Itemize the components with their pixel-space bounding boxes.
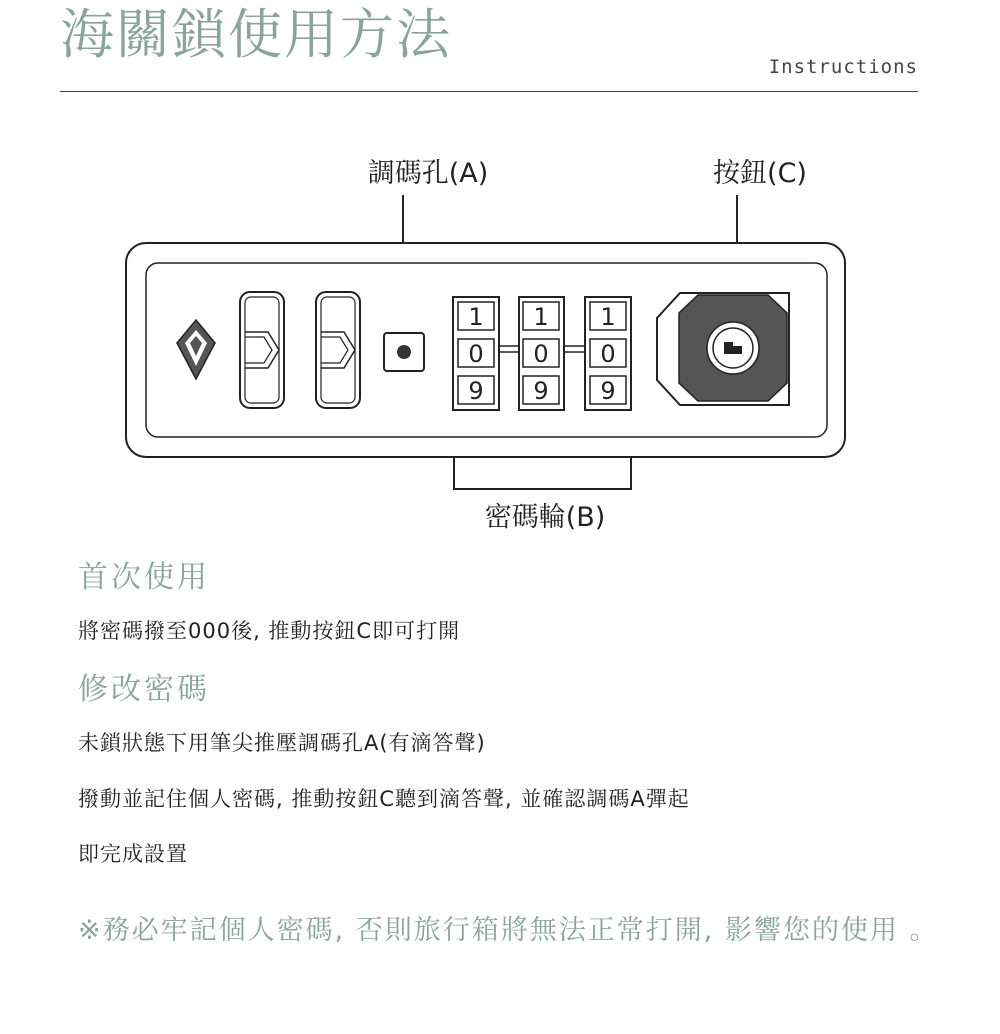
slider-left bbox=[240, 292, 284, 408]
label-adjust-hole: 調碼孔(A) bbox=[367, 158, 489, 189]
code-wheel-3 bbox=[585, 297, 631, 410]
page-subtitle: Instructions bbox=[768, 56, 918, 78]
wheel-3-digit-mid: 0 bbox=[600, 340, 616, 368]
wheel-1-digit-bottom: 9 bbox=[468, 377, 484, 405]
lock-diagram bbox=[0, 140, 1000, 540]
page-title: 海關鎖使用方法 bbox=[60, 3, 452, 66]
header-divider bbox=[60, 91, 918, 92]
wheel-2-digit-bottom: 9 bbox=[533, 377, 549, 405]
label-code-wheels: 密碼輪(B) bbox=[484, 502, 606, 533]
wheel-3-digit-top: 1 bbox=[600, 303, 616, 331]
label-button: 按鈕(C) bbox=[713, 158, 807, 189]
wheel-2-digit-mid: 0 bbox=[533, 340, 549, 368]
section-title-change-code: 修改密碼 bbox=[78, 672, 210, 707]
wheel-1-digit-mid: 0 bbox=[468, 340, 484, 368]
slider-right bbox=[316, 292, 360, 408]
push-button-icon bbox=[657, 293, 789, 405]
code-wheel-1 bbox=[453, 297, 499, 410]
adjust-hole-icon bbox=[384, 333, 424, 371]
code-wheel-2 bbox=[519, 297, 564, 410]
first-use-step-1: 將密碼撥至000後, 推動按鈕C即可打開 bbox=[78, 619, 461, 643]
change-code-step-1: 未鎖狀態下用筆尖推壓調碼孔A(有滴答聲) bbox=[78, 731, 486, 755]
wheel-2-digit-top: 1 bbox=[533, 303, 549, 331]
wheel-1-digit-top: 1 bbox=[468, 303, 484, 331]
change-code-step-2: 撥動並記住個人密碼, 推動按鈕C聽到滴答聲, 並確認調碼A彈起 bbox=[78, 787, 690, 811]
change-code-step-3: 即完成設置 bbox=[78, 842, 188, 866]
warning-note: ※務必牢記個人密碼, 否則旅行箱將無法正常打開, 影響您的使用 。 bbox=[78, 915, 939, 946]
wheel-3-digit-bottom: 9 bbox=[600, 377, 616, 405]
section-title-first-use: 首次使用 bbox=[78, 560, 210, 595]
